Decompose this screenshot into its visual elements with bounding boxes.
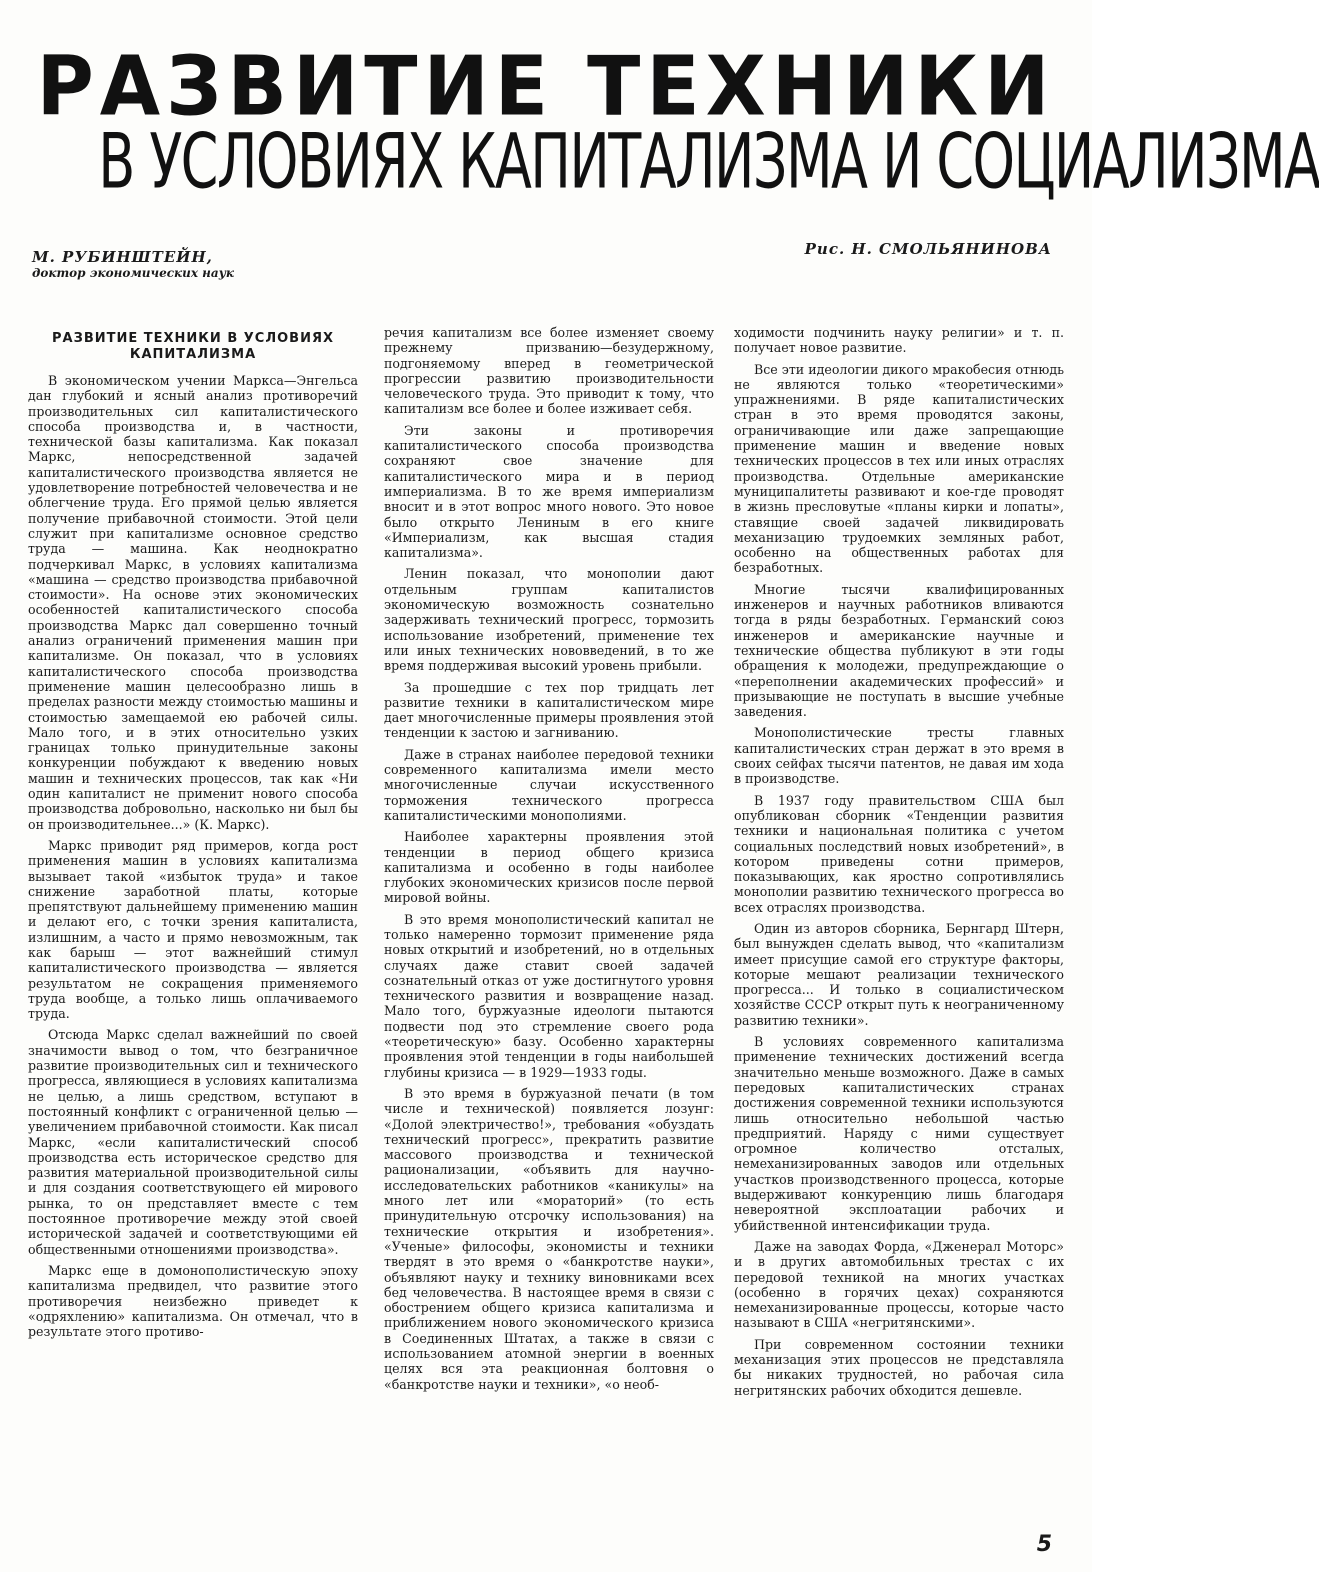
paragraph: За прошедшие с тех пор тридцать лет развитие техники в капиталистическом мире дает многочисленные примеры проявления этой тенденции к застою и загниванию. xyxy=(384,679,714,741)
text-column-2 xyxy=(384,325,714,1525)
paragraph: Даже на заводах Форда, «Дженерал Моторс» и в других автомобильных трестах с их передовой техникой на многих участках (особенно в горячих цехах) сохраняются немеханизированные процессы, которые часто называют в США «негритянскими». xyxy=(734,1238,1064,1331)
paragraph: ходимости подчинить науку религии» и т. п. получает новое развитие. xyxy=(734,325,1064,356)
paragraph: В это время монополистический капитал не только намеренно тормозит применение ряда новых открытий и изобретений, но в отдельных случаях даже ставит своей задачей сознательный отказ от уже достигнутого уровня технического развития и возвращение назад. Мало того, буржуазные идеологи пытаются подвести под это стремление своего рода «теоретическую» базу. Особенно характерны проявления этой тенденции в годы наибольшей глубины кризиса — в 1929—1933 годы. xyxy=(384,911,714,1080)
paragraph: Маркс еще в домонополистическую эпоху капитализма предвидел, что развитие этого противоречия неизбежно приведет к «одряхлению» капитализма. Он отмечал, что в результате этого противо- xyxy=(28,1262,358,1340)
paragraph: При современном состоянии техники механизация этих процессов не представляла бы никаких трудностей, но рабочая сила негритянских рабочих обходится дешевле. xyxy=(734,1336,1064,1398)
paragraph: Даже в странах наиболее передовой техники современного капитализма имели место многочисленные случаи искусственного торможения технического прогресса капиталистическими монополиями. xyxy=(384,746,714,823)
paragraph: В 1937 году правительством США был опубликован сборник «Тенденции развития техники и национальная политика с учетом социальных последствий новых изобретений», в котором приведены сотни примеров, показывающих, как яростно сопротивлялись монополии развитию технического прогресса во всех отраслях производства. xyxy=(734,792,1064,915)
paragraph: Многие тысячи квалифицированных инженеров и научных работников вливаются тогда в ряды безработных. Германский союз инженеров и американские научные и технические общества публикуют в эти годы обращения к молодежи, предупреждающие о «переполнении академических профессий» и призывающие не поступать в высшие учебные заведения. xyxy=(734,581,1064,720)
text-column-3 xyxy=(734,325,1064,1525)
paragraph: В экономическом учении Маркса—Энгельса дан глубокий и ясный анализ противоречий производительных сил капиталистического способа производства и, в частности, технической базы капитализма. Как показал Маркс, непосредственной задачей капиталистического производства является не удовлетворение потребностей человечества и не облегчение труда. Его прямой целью является получение прибавочной стоимости. Этой цели служит при капитализме основное средство труда — машина. Как неоднократно подчеркивал Маркс, в условиях капитализма «машина — средство производства прибавочной стоимости». На основе этих экономических особенностей капиталистического способа производства Маркс дал совершенно точный анализ ограничений применения машин при капитализме. Он показал, что в условиях капиталистического способа производства применение машин целесообразно лишь в пределах разности между стоимостью машины и стоимостью замещаемой ею рабочей силы. Мало того, и в этих относительно узких границах только принудительные законы конкуренции побуждают к введению новых машин и технических процессов, так как «Ни один капиталист не применит нового способа производства добровольно, насколько ни был бы он производительнее...» (К. Маркс). xyxy=(28,373,359,832)
paragraph: речия капитализм все более изменяет своему прежнему призванию—безудержному, подгоняемому вперед в геометрической прогрессии развитию производительности человеческого труда. Это приводит к тому, что капитализм все более и более изживает себя. xyxy=(384,325,714,417)
paragraph: В условиях современного капитализма применение технических достижений всегда значительно меньше возможного. Даже в самых передовых капиталистических странах достижения современной техники используются лишь относительно небольшой частью предприятий. Наряду с ними существует огромное количество отсталых, немеханизированных заводов или отдельных участков производственного процесса, которые выдерживают конкуренцию лишь благодаря невероятной эксплоатации рабочих и убийственной интенсификации труда. xyxy=(734,1034,1064,1233)
paragraph: Ленин показал, что монополии дают отдельным группам капиталистов экономическую возможность сознательно задерживать технический прогресс, тормозить использование изобретений, применение тех или иных технических нововведений, в то же время поддерживая высокий уровень прибыли. xyxy=(384,566,714,674)
paragraph: В это время в буржуазной печати (в том числе и технической) появляется лозунг: «Долой электричество!», требования «обуздать технический прогресс», прекратить развитие массового производства и технической рационализации, «объявить для научно-исследовательских работников «каникулы» на много лет или «мораторий» (то есть принудительную отсрочку использования) на технические открытия и изобретения». «Ученые» философы, экономисты и техники твердят в это время о «банкротстве науки», объявляют науку и технику виновниками всех бед человечества. В настоящее время в связи с обострением общего кризиса капитализма и приближением нового экономического кризиса в Соединенных Штатах, а также в связи с использованием атомной энергии в военных целях вся эта реакционная болтовня о «банкротстве науки и техники», «о необ- xyxy=(384,1085,714,1392)
page-number: 5 xyxy=(1036,1532,1052,1557)
author-credentials: доктор экономических наук xyxy=(32,266,235,280)
section-heading: РАЗВИТИЕ ТЕХНИКИ В УСЛОВИЯХ КАПИТАЛИЗМА xyxy=(52,331,334,362)
author-name: М. РУБИНШТЕЙН, xyxy=(32,248,213,266)
paragraph: Маркс приводит ряд примеров, когда рост применения машин в условиях капитализма вызывает такой «избыток труда» и такое снижение заработной платы, которые препятствуют дальнейшему применению машин и делают его, с точки зрения капиталиста, излишним, а часто и прямо невозможным, так как барыш — этот важнейший стимул капиталистического производства — является результатом не сокращения применяемого труда вообще, а только лишь оплачиваемого труда. xyxy=(28,837,358,1022)
paragraph: Все эти идеологии дикого мракобесия отнюдь не являются только «теоретическими» упражнениями. В ряде капиталистических стран в это время проводятся законы, ограничивающие или даже запрещающие применение машин и введение новых технических процессов в тех или иных отраслях производства. Отдельные американские муниципалитеты развивают и кое-где проводят в жизнь пресловутые «планы кирки и лопаты», ставящие своей задачей ликвидировать механизацию трудоемких земляных работ, особенно на общественных работах для безработных. xyxy=(734,361,1064,576)
text-column-1 xyxy=(28,325,358,1525)
paragraph: Один из авторов сборника, Бернгард Штерн, был вынужден сделать вывод, что «капитализм имеет присущие самой его структуре факторы, которые мешают реализации технического прогресса... И только в социалистическом хозяйстве СССР открыт путь к неограниченному развитию техники». xyxy=(734,920,1064,1028)
paragraph: Эти законы и противоречия капиталистического способа производства сохраняют свое значение для капиталистического мира и в период империализма. В то же время империализм вносит и в этот вопрос много нового. Это новое было открыто Лениным в его книге «Империализм, как высшая стадия капитализма». xyxy=(384,422,714,561)
paragraph: Монополистические тресты главных капиталистических стран держат в это время в своих сейфах тысячи патентов, не давая им хода в производстве. xyxy=(734,725,1064,787)
illustrator-credit: Рис. Н. СМОЛЬЯНИНОВА xyxy=(804,240,1052,258)
paragraph: Отсюда Маркс сделал важнейший по своей значимости вывод о том, что безграничное развитие производительных сил и технического прогресса, являющиеся в условиях капитализма не целью, а лишь средством, вступают в постоянный конфликт с ограниченной целью — увеличением прибавочной стоимости. Как писал Маркс, «если капиталистический способ производства есть историческое средство для развития материальной производительной силы и для создания соответствующего ей мирового рынка, то он представляет вместе с тем постоянное противоречие между этой своей исторической задачей и соответствующими ей общественными отношениями производства». xyxy=(28,1027,358,1257)
article-subtitle: В УСЛОВИЯХ КАПИТАЛИЗМА И СОЦИАЛИЗМА xyxy=(98,117,1319,206)
article-title: РАЗВИТИЕ ТЕХНИКИ xyxy=(36,39,1056,135)
paragraph: Наиболее характерны проявления этой тенденции в период общего кризиса капитализма и особенно в годы наиболее глубоких экономических кризисов после первой мировой войны. xyxy=(384,829,714,906)
